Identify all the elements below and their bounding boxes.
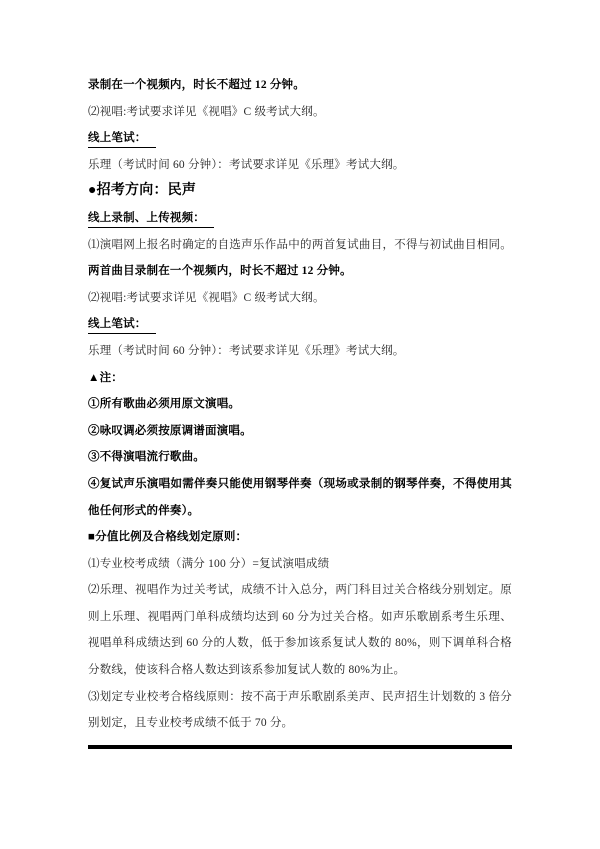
para-music-theory: 乐理（考试时间 60 分钟）：考试要求详见《乐理》考试大纲。 <box>88 344 405 357</box>
document-content <box>88 72 512 749</box>
para-score-rule-3: ⑶划定专业校考合格线原则：按不高于声乐歌剧系美声、民声招生计划数的 3 倍分别划定，且专业校考成绩不低于 70 分。 <box>88 690 512 730</box>
heading-admission-direction: ●招考方向：民声 <box>88 183 197 199</box>
para-sight-singing-prev: ⑵视唱:考试要求详见《视唱》C 级考试大纲。 <box>88 105 325 118</box>
heading-score-ratio: ■分值比例及合格线划定原则： <box>88 531 248 544</box>
para-note-2: ②咏叹调必须按原调谱面演唱。 <box>88 424 252 437</box>
heading-online-written-test <box>88 311 512 338</box>
para-sight-singing: ⑵视唱:考试要求详见《视唱》C 级考试大纲。 <box>88 291 325 304</box>
heading-notes: ▲注： <box>88 371 123 384</box>
para-note-1: ①所有歌曲必须用原文演唱。 <box>88 398 241 411</box>
repertoire-bold-segment: 两首曲目录制在一个视频内，时长不超过 12 分钟。 <box>88 265 352 278</box>
para-score-rule-1: ⑴专业校考成绩（满分 100 分）=复试演唱成绩 <box>88 557 330 570</box>
underlined-heading-text: 线上录制、上传视频： <box>88 210 214 228</box>
repertoire-regular-segment: ⑴演唱网上报名时确定的自选声乐作品中的两首复试曲目，不得与初试曲目相同。 <box>88 238 512 251</box>
underlined-heading-text: 线上笔试： <box>88 130 156 148</box>
para-note-4: ④复试声乐演唱如需伴奏只能使用钢琴伴奏（现场或录制的钢琴伴奏，不得使用其他任何形式的伴奏）。 <box>88 477 512 517</box>
underlined-heading-text: 线上笔试： <box>88 316 156 334</box>
para-note-3: ③不得演唱流行歌曲。 <box>88 451 205 464</box>
para-video-duration-prev: 录制在一个视频内，时长不超过 12 分钟。 <box>88 79 305 91</box>
para-score-rule-2: ⑵乐理、视唱作为过关考试，成绩不计入总分，两门科目过关合格线分别划定。原则上乐理、视唱两门单科成绩均达到 60 分为过关合格。如声乐歌剧系考生乐理、视唱单科成绩达到 60 分的人数，低于参加该系复试人数的 80%，则下调单科合格分数线，使该科合格人数达到该系参加复试人数的 80%为止。 <box>88 584 512 677</box>
para-music-theory-prev: 乐理（考试时间 60 分钟）：考试要求详见《乐理》考试大纲。 <box>88 158 405 171</box>
bottom-divider-rule <box>88 745 512 749</box>
para-repertoire-requirement <box>88 232 512 285</box>
heading-online-recording-upload <box>88 205 512 232</box>
heading-online-written-test-prev <box>88 125 512 152</box>
